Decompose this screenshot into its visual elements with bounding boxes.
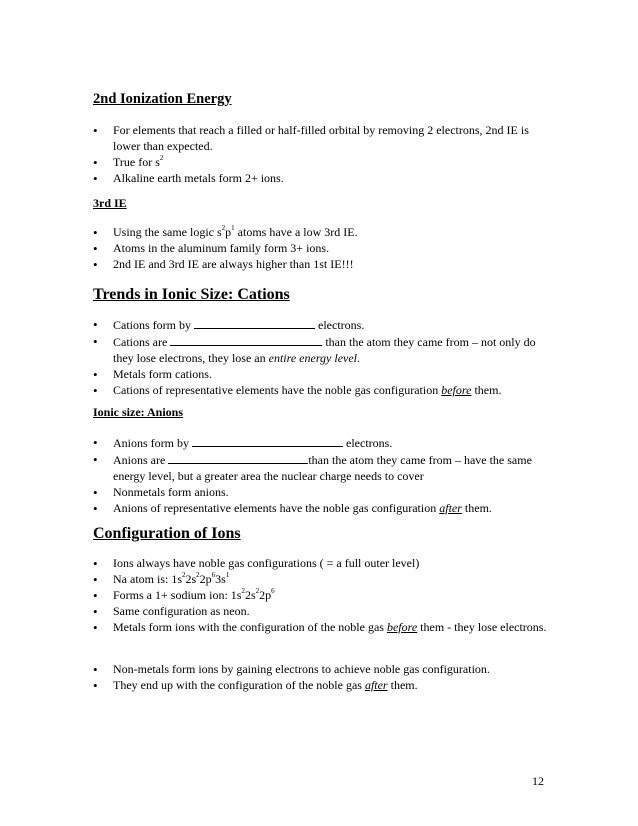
list-item-text: Same configuration as neon. xyxy=(113,604,250,618)
list-item-text: Metals form cations. xyxy=(113,366,212,381)
list-3rd-ie xyxy=(93,225,548,273)
list-item xyxy=(93,383,548,399)
section-title-cations: Trends in Ionic Size: Cations xyxy=(93,286,290,303)
list-item xyxy=(93,334,548,366)
list-item xyxy=(93,501,548,517)
superscript: 1 xyxy=(225,571,230,579)
list-item-text: Non-metals form ions by gaining electrons to achieve noble gas configuration. xyxy=(113,662,490,676)
list-item xyxy=(93,225,548,241)
superscript: 2 xyxy=(182,571,186,579)
list-item xyxy=(93,678,548,694)
text: . xyxy=(357,350,361,365)
text: them - they lose electrons. xyxy=(417,620,547,634)
list-configuration-nonmetals xyxy=(93,662,548,694)
list-item xyxy=(93,241,548,257)
emphasis: before xyxy=(441,382,472,397)
list-item xyxy=(93,317,548,334)
text: electrons. xyxy=(343,436,393,450)
list-item xyxy=(93,452,548,484)
list-item xyxy=(93,620,548,636)
list-item-text: Alkaline earth metals form 2+ ions. xyxy=(113,170,284,185)
section-title-2nd-ie: 2nd Ionization Energy xyxy=(93,91,232,107)
list-item xyxy=(93,123,548,154)
list-item-text: True for s xyxy=(113,154,160,169)
text: Anions form by xyxy=(113,436,192,450)
list-item-text: Nonmetals form anions. xyxy=(113,484,229,499)
list-anions xyxy=(93,435,548,517)
text: atoms have a low 3rd IE. xyxy=(234,225,358,239)
list-item xyxy=(93,588,548,604)
superscript: 2 xyxy=(159,153,164,162)
superscript: 2 xyxy=(241,587,245,595)
emphasis: after xyxy=(364,678,388,692)
text: 2p xyxy=(259,588,272,602)
section-title-configuration: Configuration of Ions xyxy=(93,525,241,542)
fill-in-blank xyxy=(192,435,343,447)
list-item xyxy=(93,155,548,171)
text: electrons. xyxy=(315,318,365,332)
list-item xyxy=(93,572,548,588)
list-item xyxy=(93,257,548,273)
superscript: 6 xyxy=(271,587,275,595)
list-2nd-ie xyxy=(93,123,548,187)
text: Metals form ions with the configuration of the noble gas xyxy=(113,620,387,634)
section-title-anions: Ionic size: Anions xyxy=(93,405,184,419)
list-cations xyxy=(93,317,548,399)
fill-in-blank xyxy=(170,334,322,346)
superscript: 2 xyxy=(255,587,260,595)
emphasis: after xyxy=(439,500,462,515)
text: them. xyxy=(387,678,418,692)
text: them. xyxy=(471,382,502,397)
superscript: 6 xyxy=(211,571,216,579)
superscript: 1 xyxy=(231,224,235,232)
page-number: 12 xyxy=(532,774,544,788)
text: Na atom is: 1s xyxy=(113,572,182,586)
text: Cations are xyxy=(113,335,171,349)
list-item xyxy=(93,485,548,501)
text: p xyxy=(225,225,232,239)
list-item-text: Atoms in the aluminum family form 3+ ions. xyxy=(113,241,330,255)
text: 2s xyxy=(185,572,197,586)
section-title-3rd-ie: 3rd IE xyxy=(93,196,127,210)
list-item-text: For elements that reach a filled or half-filled orbital by removing 2 electrons, 2nd IE is lower than expected. xyxy=(113,123,529,153)
superscript: 2 xyxy=(221,224,226,232)
list-item xyxy=(93,604,548,620)
text: Forms a 1+ sodium ion: 1s xyxy=(113,588,242,602)
text: 3s xyxy=(215,572,226,586)
list-item xyxy=(93,556,548,572)
list-item-text: Ions always have noble gas configurations ( = a full outer level) xyxy=(113,556,420,570)
text: Cations of representative elements have the noble gas configuration xyxy=(113,382,442,397)
list-item xyxy=(93,435,548,452)
text: them. xyxy=(461,500,492,515)
text: Anions are xyxy=(113,453,169,467)
text: than the atom they came from – have the same energy level, but a greater area the nuclear charge needs to cover xyxy=(113,453,532,483)
text: 2p xyxy=(199,572,212,586)
fill-in-blank xyxy=(194,317,315,329)
emphasis: before xyxy=(386,620,418,634)
list-configuration xyxy=(93,556,548,636)
fill-in-blank xyxy=(168,452,308,464)
text: Cations form by xyxy=(113,318,194,332)
list-item-text: 2nd IE and 3rd IE are always higher than 1st IE!!! xyxy=(113,257,354,271)
text: Using the same logic s xyxy=(113,225,222,239)
list-item xyxy=(93,367,548,383)
superscript: 2 xyxy=(196,571,200,579)
list-item xyxy=(93,171,548,187)
list-item xyxy=(93,662,548,678)
text: Anions of representative elements have the noble gas configuration xyxy=(113,500,440,515)
text: They end up with the configuration of the noble gas xyxy=(113,678,365,692)
emphasis: entire energy level xyxy=(268,350,358,365)
text: 2s xyxy=(244,588,256,602)
text: than the atom they came from – not only do they lose electrons, they lose an xyxy=(113,335,536,365)
